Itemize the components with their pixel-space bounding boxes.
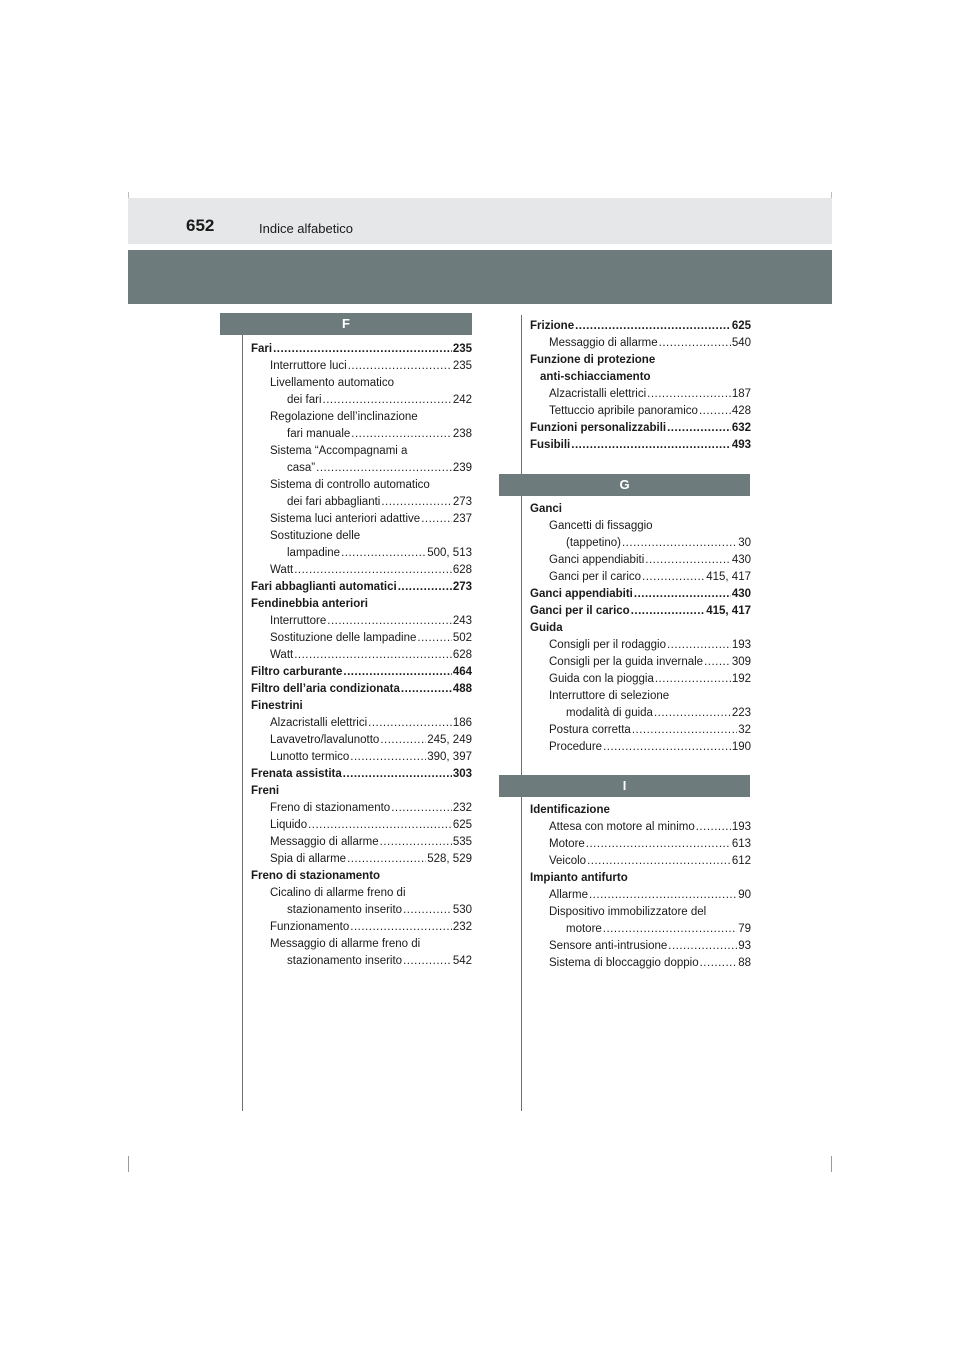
index-entry-term: Procedure	[549, 741, 603, 753]
index-entry	[530, 603, 751, 620]
index-entry	[530, 938, 751, 955]
index-entry	[251, 851, 472, 868]
index-entry-term: lampadine	[287, 547, 341, 559]
index-entry-page: 628	[452, 649, 472, 661]
index-entry-page: 415, 417	[706, 605, 751, 617]
index-entry-page: 613	[731, 838, 751, 850]
index-entry-page: 93	[738, 940, 751, 952]
index-entry	[530, 819, 751, 836]
index-entry-term: Guida	[530, 622, 563, 634]
index-entry	[251, 698, 472, 715]
index-entry	[530, 586, 751, 603]
index-entry-page: 273	[452, 496, 472, 508]
index-entry	[251, 579, 472, 596]
index-entry-page: 502	[452, 632, 472, 644]
dot-leader	[403, 953, 452, 970]
crop-mark	[128, 1156, 129, 1172]
index-entry-page: 500, 513	[427, 547, 472, 559]
index-entry-term: Sensore anti-intrusione	[549, 940, 668, 952]
index-entry	[530, 386, 751, 403]
column-divider-left	[242, 315, 243, 1111]
index-entry-page: 186	[452, 717, 472, 729]
index-entry	[530, 705, 751, 722]
dot-leader	[645, 552, 731, 569]
dot-leader	[351, 426, 452, 443]
index-entry-page: 612	[731, 855, 751, 867]
index-entry-term: Sistema di bloccaggio doppio	[549, 957, 699, 969]
index-entry	[530, 802, 751, 819]
index-entry-term: Ganci per il carico	[549, 571, 642, 583]
index-entry	[530, 569, 751, 586]
index-entry-term: Livellamento automatico	[270, 377, 395, 389]
index-entry	[251, 681, 472, 698]
dot-leader	[668, 938, 737, 955]
index-entry-term: Sistema “Accompagnami a	[270, 445, 408, 457]
index-entry-term: Freni	[251, 785, 280, 797]
dot-leader	[667, 420, 731, 437]
index-entry	[530, 654, 751, 671]
index-entry	[251, 766, 472, 783]
dot-leader	[417, 630, 451, 647]
index-entry-page: 245, 249	[427, 734, 472, 746]
index-entry	[530, 518, 751, 535]
dot-leader	[273, 341, 452, 358]
index-entry-term: Filtro carburante	[251, 666, 343, 678]
dot-leader	[704, 654, 731, 671]
index-entry-term: Interruttore	[270, 615, 327, 627]
index-entry	[251, 817, 472, 834]
index-entry-term: Fari	[251, 343, 273, 355]
index-entry	[530, 501, 751, 518]
index-entry	[530, 671, 751, 688]
index-entry-page: 430	[731, 588, 751, 600]
dot-leader	[654, 705, 731, 722]
dot-leader	[327, 613, 452, 630]
index-entry-term: motore	[566, 923, 602, 935]
index-entry	[251, 715, 472, 732]
index-entry-term: Fari abbaglianti automatici	[251, 581, 397, 593]
dot-leader	[343, 664, 451, 681]
index-entry-term: Interruttore luci	[270, 360, 347, 372]
index-entry-page: 232	[452, 802, 472, 814]
index-entry-term: Allarme	[549, 889, 588, 901]
index-entry-term: Gancetti di fissaggio	[549, 520, 653, 532]
index-entry	[251, 613, 472, 630]
dot-leader	[632, 722, 737, 739]
dot-leader	[323, 392, 452, 409]
index-entry-term: Alzacristalli elettrici	[549, 388, 647, 400]
dot-leader	[586, 836, 731, 853]
index-entry-term: Fusibili	[530, 439, 571, 451]
dot-leader	[341, 545, 426, 562]
index-entry-page: 493	[731, 439, 751, 451]
index-entry	[251, 375, 472, 392]
index-entry	[251, 460, 472, 477]
index-entry-term: Ganci per il carico	[530, 605, 630, 617]
index-entry	[530, 904, 751, 921]
index-entry-page: 90	[738, 889, 751, 901]
index-entry-term: anti-schiacciamento	[540, 371, 651, 383]
index-entry-page: 309	[731, 656, 751, 668]
index-entry-page: 528, 529	[427, 853, 472, 865]
dot-leader	[699, 403, 731, 420]
page-title: Indice alfabetico	[259, 221, 353, 236]
dot-leader	[575, 318, 731, 335]
index-entry	[251, 409, 472, 426]
dot-leader	[380, 834, 452, 851]
index-entry	[251, 885, 472, 902]
dot-leader	[350, 919, 452, 936]
index-entry-term: Messaggio di allarme	[549, 337, 658, 349]
index-entry-term: stazionamento inserito	[287, 955, 403, 967]
index-entry-page: 428	[731, 405, 751, 417]
index-entry-term: Impianto antifurto	[530, 872, 628, 884]
index-entry	[251, 647, 472, 664]
index-entry	[251, 936, 472, 953]
index-entry-page: 243	[452, 615, 472, 627]
dot-leader	[667, 637, 731, 654]
index-list-i	[530, 802, 751, 972]
index-entry-page: 464	[452, 666, 472, 678]
index-entry-term: Filtro dell’aria condizionata	[251, 683, 400, 695]
index-entry-term: Postura corretta	[549, 724, 631, 736]
dot-leader	[587, 853, 731, 870]
index-entry-term: Lunotto termico	[270, 751, 350, 763]
index-entry	[251, 902, 472, 919]
index-entry-term: Alzacristalli elettrici	[270, 717, 368, 729]
index-entry-term: modalità di guida	[566, 707, 653, 719]
index-entry	[530, 836, 751, 853]
index-entry	[251, 868, 472, 885]
index-entry-term: Ganci appendiabiti	[549, 554, 645, 566]
index-entry-page: 190	[731, 741, 751, 753]
index-entry-page: 237	[452, 513, 472, 525]
index-entry-page: 223	[731, 707, 751, 719]
index-entry-term: stazionamento inserito	[287, 904, 403, 916]
index-entry-page: 187	[731, 388, 751, 400]
index-entry-page: 632	[731, 422, 751, 434]
index-entry	[530, 739, 751, 756]
index-entry-term: Veicolo	[549, 855, 587, 867]
dot-leader	[603, 739, 731, 756]
dot-leader	[589, 887, 737, 904]
index-entry-term: Finestrini	[251, 700, 303, 712]
index-entry	[530, 535, 751, 552]
index-entry	[251, 953, 472, 970]
dot-leader	[622, 535, 737, 552]
index-entry-term: fari manuale	[287, 428, 351, 440]
index-entry	[530, 722, 751, 739]
index-entry	[251, 341, 472, 358]
index-entry	[530, 552, 751, 569]
index-entry-page: 235	[452, 360, 472, 372]
index-entry	[251, 834, 472, 851]
index-list-g	[530, 501, 751, 756]
index-entry	[251, 511, 472, 528]
index-entry	[530, 352, 751, 369]
index-entry-term: dei fari	[287, 394, 322, 406]
index-entry	[251, 919, 472, 936]
index-entry-term: Frizione	[530, 320, 575, 332]
dot-leader	[343, 766, 452, 783]
index-entry-term: Consigli per il rodaggio	[549, 639, 666, 651]
index-entry	[251, 545, 472, 562]
dot-leader	[647, 386, 731, 403]
index-entry	[251, 630, 472, 647]
index-entry	[530, 403, 751, 420]
index-entry-term: Regolazione dell’inclinazione	[270, 411, 418, 423]
index-entry-page: 628	[452, 564, 472, 576]
index-entry	[530, 853, 751, 870]
index-entry-term: Watt	[270, 649, 294, 661]
index-entry-page: 430	[731, 554, 751, 566]
dot-leader	[634, 586, 731, 603]
index-entry-page: 32	[738, 724, 751, 736]
index-entry-page: 232	[452, 921, 472, 933]
index-entry-page: 235	[452, 343, 472, 355]
index-entry	[251, 783, 472, 800]
dot-leader	[381, 494, 451, 511]
dot-leader	[631, 603, 706, 620]
index-entry-term: Sistema luci anteriori adattive	[270, 513, 421, 525]
dot-leader	[659, 335, 731, 352]
index-entry-page: 30	[738, 537, 751, 549]
crop-mark	[831, 1156, 832, 1172]
index-entry-term: Messaggio di allarme freno di	[270, 938, 421, 950]
dot-leader	[642, 569, 705, 586]
dot-leader	[350, 749, 426, 766]
index-entry-term: Ganci	[530, 503, 562, 515]
dot-leader	[398, 579, 452, 596]
index-entry	[530, 637, 751, 654]
index-entry-page: 390, 397	[427, 751, 472, 763]
index-entry	[530, 420, 751, 437]
index-entry-term: Funzione di protezione	[530, 354, 656, 366]
dot-leader	[421, 511, 452, 528]
index-entry-page: 303	[452, 768, 472, 780]
index-entry-page: 242	[452, 394, 472, 406]
index-entry-term: Cicalino di allarme freno di	[270, 887, 406, 899]
index-entry-page: 193	[731, 639, 751, 651]
dot-leader	[391, 800, 452, 817]
index-entry-term: (tappetino)	[566, 537, 621, 549]
index-entry-term: Identificazione	[530, 804, 610, 816]
index-entry-term: dei fari abbaglianti	[287, 496, 381, 508]
index-entry	[530, 437, 751, 454]
index-entry-page: 415, 417	[706, 571, 751, 583]
dot-leader	[294, 562, 452, 579]
dot-leader	[655, 671, 731, 688]
dot-leader	[403, 902, 452, 919]
section-header-g: G	[499, 474, 750, 496]
section-header-f: F	[220, 313, 472, 335]
index-entry-term: Lavavetro/lavalunotto	[270, 734, 380, 746]
index-entry-page: 239	[452, 462, 472, 474]
dot-leader	[700, 955, 738, 972]
index-entry	[251, 528, 472, 545]
index-entry	[530, 955, 751, 972]
index-entry-term: Ganci appendiabiti	[530, 588, 633, 600]
index-entry	[251, 664, 472, 681]
index-entry-term: Funzionamento	[270, 921, 350, 933]
header-band	[128, 250, 832, 304]
index-entry	[530, 921, 751, 938]
index-entry-page: 193	[731, 821, 751, 833]
index-entry	[251, 443, 472, 460]
index-entry	[251, 494, 472, 511]
index-list-f-continued	[530, 318, 751, 454]
dot-leader	[347, 851, 426, 868]
index-entry-term: Attesa con motore al minimo	[549, 821, 695, 833]
index-entry-term: Messaggio di allarme	[270, 836, 379, 848]
index-entry-term: Sostituzione delle	[270, 530, 361, 542]
index-entry-page: 192	[731, 673, 751, 685]
dot-leader	[603, 921, 737, 938]
index-entry	[530, 620, 751, 637]
index-list-f	[251, 341, 472, 970]
index-entry-term: Watt	[270, 564, 294, 576]
index-entry-term: Freno di stazionamento	[270, 802, 391, 814]
index-entry	[530, 887, 751, 904]
index-entry-page: 88	[738, 957, 751, 969]
index-entry-term: casa”	[287, 462, 316, 474]
index-column-left	[251, 313, 472, 970]
index-entry	[251, 596, 472, 613]
index-entry	[251, 426, 472, 443]
index-entry-term: Motore	[549, 838, 585, 850]
dot-leader	[316, 460, 452, 477]
index-entry	[251, 392, 472, 409]
index-entry-term: Liquido	[270, 819, 308, 831]
index-entry-term: Sostituzione delle lampadine	[270, 632, 417, 644]
dot-leader	[696, 819, 731, 836]
index-entry-page: 535	[452, 836, 472, 848]
index-entry	[530, 870, 751, 887]
index-entry-page: 625	[452, 819, 472, 831]
index-entry	[251, 749, 472, 766]
column-divider-right	[521, 315, 522, 1111]
index-entry	[251, 477, 472, 494]
index-entry-term: Guida con la pioggia	[549, 673, 654, 685]
index-entry	[251, 732, 472, 749]
page-number: 652	[186, 216, 215, 235]
index-entry	[530, 369, 751, 386]
index-entry	[251, 562, 472, 579]
index-entry-term: Tettuccio apribile panoramico	[549, 405, 698, 417]
dot-leader	[571, 437, 731, 454]
index-entry-page: 488	[452, 683, 472, 695]
index-entry-term: Fendinebbia anteriori	[251, 598, 368, 610]
index-entry-term: Interruttore di selezione	[549, 690, 670, 702]
index-column-right	[530, 318, 751, 972]
index-entry-page: 238	[452, 428, 472, 440]
index-entry-term: Funzioni personalizzabili	[530, 422, 667, 434]
dot-leader	[308, 817, 452, 834]
dot-leader	[368, 715, 452, 732]
index-entry	[251, 800, 472, 817]
index-entry-page: 273	[452, 581, 472, 593]
header-bar	[128, 198, 832, 244]
index-entry-term: Sistema di controllo automatico	[270, 479, 430, 491]
index-entry-page: 79	[738, 923, 751, 935]
index-entry-page: 625	[731, 320, 751, 332]
index-entry-term: Dispositivo immobilizzatore del	[549, 906, 707, 918]
index-entry-term: Consigli per la guida invernale	[549, 656, 704, 668]
index-entry	[530, 688, 751, 705]
index-entry-page: 530	[452, 904, 472, 916]
index-entry	[530, 335, 751, 352]
index-entry-term: Spia di allarme	[270, 853, 347, 865]
section-header-i: I	[499, 775, 750, 797]
index-entry-term: Freno di stazionamento	[251, 870, 381, 882]
dot-leader	[380, 732, 426, 749]
index-entry-term: Frenata assistita	[251, 768, 342, 780]
dot-leader	[294, 647, 452, 664]
dot-leader	[348, 358, 452, 375]
dot-leader	[401, 681, 452, 698]
index-entry	[530, 318, 751, 335]
index-entry-page: 540	[731, 337, 751, 349]
index-entry	[251, 358, 472, 375]
index-entry-page: 542	[452, 955, 472, 967]
